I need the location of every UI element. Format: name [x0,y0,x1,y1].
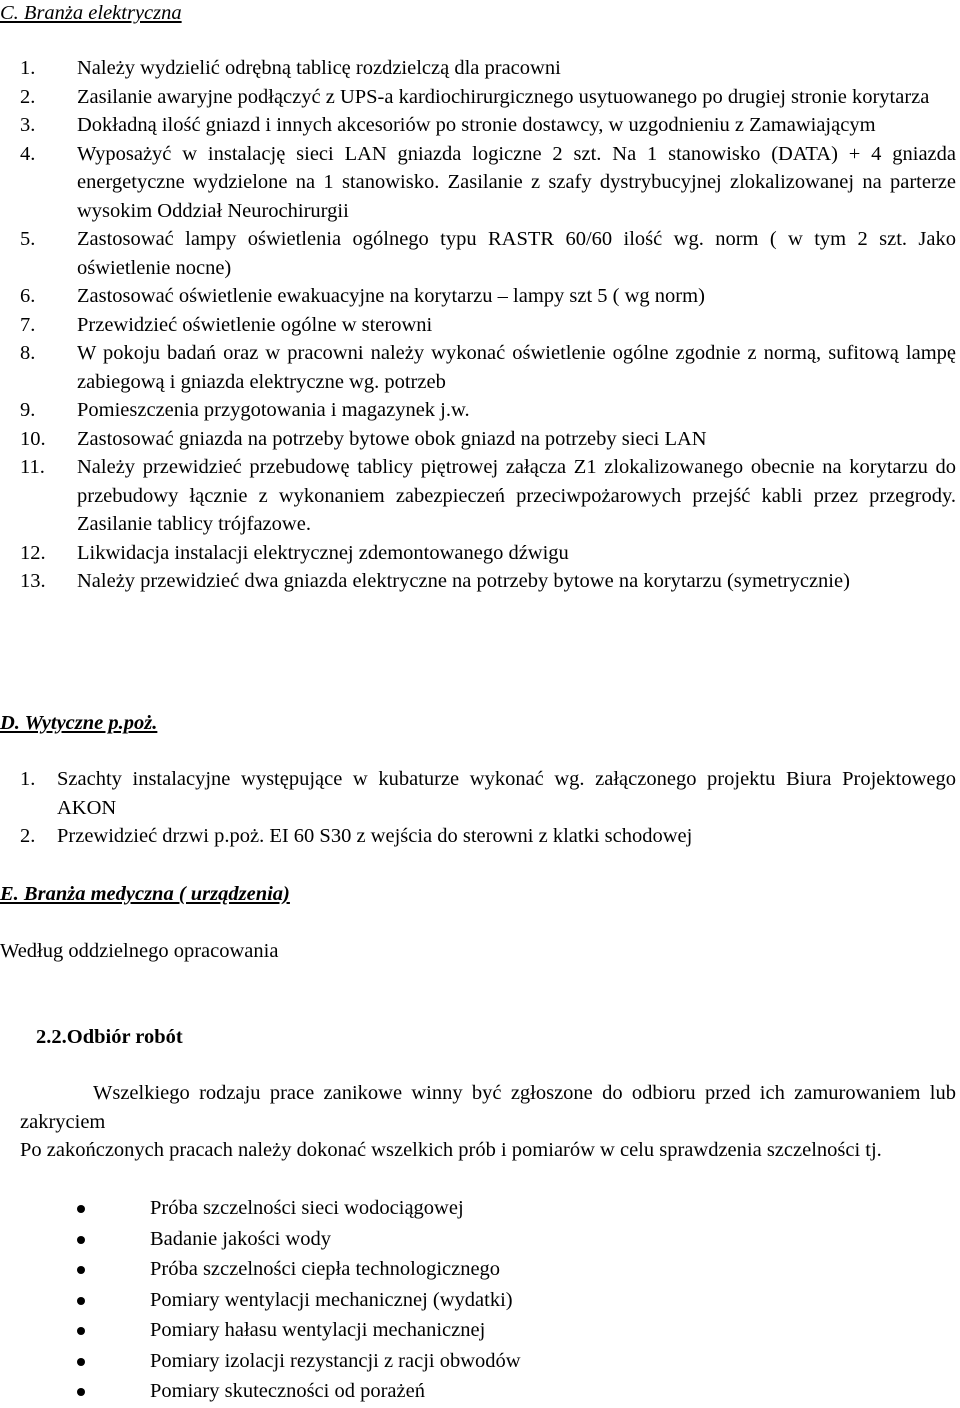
item-number: 2. [20,825,36,847]
bullet-text: Pomiary wentylacji mechanicznej (wydatki) [150,1288,513,1311]
item-text: Zastosować lampy oświetlenia ogólnego typu RASTR 60/60 ilość wg. norm ( w tym 2 szt. Jako oświetlenie nocne) [77,228,956,279]
section-c-list [20,54,956,596]
item-number: 1. [20,57,36,79]
bullet-icon [77,1297,85,1305]
list-item [20,311,956,340]
list-item [20,765,956,822]
list-item [20,140,956,226]
list-item [20,425,956,454]
bullet-icon [77,1236,85,1244]
list-item [20,339,956,396]
item-number: 10. [20,427,46,450]
item-number: 3. [20,114,36,136]
item-number: 4. [20,142,36,165]
list-item [20,453,956,539]
item-text: Pomieszczenia przygotowania i magazynek j.w. [77,399,470,421]
bullet-text: Pomiary skuteczności od porażeń [150,1380,425,1402]
list-item [20,567,956,596]
item-text: Zastosować oświetlenie ewakuacyjne na korytarzu – lampy szt 5 ( wg norm) [77,285,705,307]
bullet-icon [77,1358,85,1366]
item-number: 6. [20,285,36,307]
section-e-text: Według oddzielnego opracowania [0,940,279,962]
bullet-icon [77,1205,85,1213]
list-item [20,83,956,112]
item-text: Dokładną ilość gniazd i innych akcesoriów po stronie dostawcy, w uzgodnieniu z Zamawiającym [77,114,876,136]
bullet-icon [77,1266,85,1274]
list-item [20,111,956,140]
section-d-title: D. Wytyczne p.poż. [0,712,158,734]
item-text: Szachty instalacyjne występujące w kubaturze wykonać wg. załączonego projektu Biura Projektowego AKON [57,768,956,819]
section-e-title: E. Branża medyczna ( urządzenia) [0,883,290,905]
section-d-list [20,765,956,851]
item-number: 2. [20,85,36,108]
section-c-title: C. Branża elektryczna [0,2,182,24]
item-number: 1. [20,768,36,790]
item-text: Zastosować gniazda na potrzeby bytowe obok gniazd na potrzeby sieci LAN [77,427,707,450]
bullet-text: Próba szczelności sieci wodociągowej [150,1197,464,1219]
bullet-text: Pomiary izolacji rezystancji z racji obwodów [150,1349,521,1372]
list-item [20,539,956,568]
item-text: Likwidacja instalacji elektrycznej zdemontowanego dźwigu [77,541,569,564]
bullet-icon [77,1388,85,1396]
bullet-text: Próba szczelności ciepła technologicznego [150,1258,501,1280]
item-text: Należy przewidzieć dwa gniazda elektryczne na potrzeby bytowe na korytarzu (symetrycznie) [77,570,850,592]
item-text: W pokoju badań oraz w pracowni należy wykonać oświetlenie ogólne zgodnie z normą, sufitową lampę zabiegową i gniazda elektryczne wg. potrzeb [77,342,956,393]
item-text: Zasilanie awaryjne podłączyć z UPS-a kardiochirurgicznego usytuowanego po drugiej stronie korytarza [77,85,930,108]
item-text: Przewidzieć oświetlenie ogólne w sterowni [77,313,433,336]
item-text: Należy wydzielić odrębną tablicę rozdzielczą dla pracowni [77,57,561,79]
item-text: Wyposażyć w instalację sieci LAN gniazda logiczne 2 szt. Na 1 stanowisko (DATA) + 4 gniazda energetyczne wydzielone na 1 stanowisko. Zasilanie z szafy dystrybucyjnej zlokalizowanej na parterze wysokim Oddział Neurochirurgii [77,142,956,222]
section-22-paragraph-1: Wszelkiego rodzaju prace zanikowe winny być zgłoszone do odbioru przed ich zamurowaniem lub zakryciem [20,1082,956,1133]
list-item [20,396,956,425]
bullet-text: Pomiary hałasu wentylacji mechanicznej [150,1319,486,1341]
item-number: 13. [20,570,46,592]
item-text: Należy przewidzieć przebudowę tablicy piętrowej załącza Z1 zlokalizowanego obecnie na korytarzu do przebudowy łącznie z wykonaniem zabezpieczeń przeciwpożarowych przejść kabli przez przegrody. Zasilanie tablicy trójfazowe. [77,456,956,535]
item-number: 12. [20,541,46,564]
section-22-paragraph-2: Po zakończonych pracach należy dokonać wszelkich prób i pomiarów w celu sprawdzenia szczelności tj. [20,1139,882,1161]
list-item [20,822,956,851]
list-item [20,54,956,83]
item-number: 8. [20,342,36,364]
bullet-text: Badanie jakości wody [150,1227,332,1250]
item-text: Przewidzieć drzwi p.poż. EI 60 S30 z wejścia do sterowni z klatki schodowej [57,825,693,847]
section-22-title: 2.2.Odbiór robót [36,1026,183,1048]
item-number: 9. [20,399,36,421]
list-item [20,225,956,282]
bullet-icon [77,1327,85,1335]
item-number: 7. [20,313,36,336]
item-number: 11. [20,456,45,478]
list-item [20,282,956,311]
item-number: 5. [20,228,36,250]
